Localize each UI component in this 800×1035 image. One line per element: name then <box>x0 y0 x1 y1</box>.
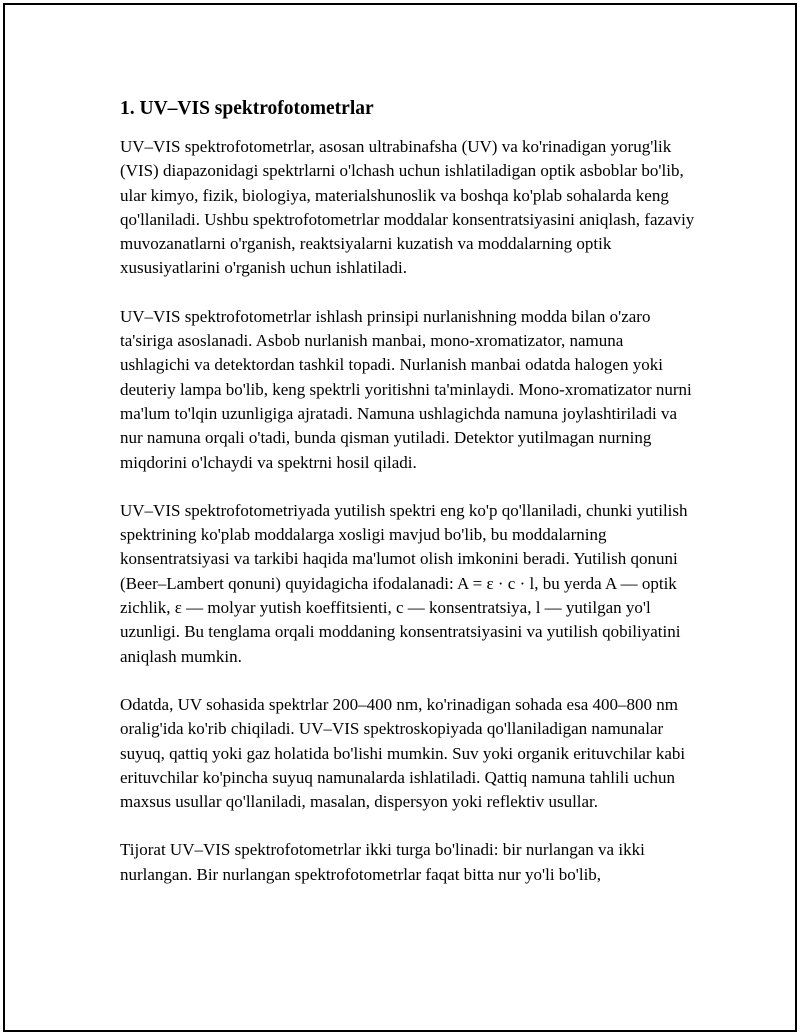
document-body <box>120 97 695 911</box>
paragraph-instrument-types: Tijorat UV–VIS spektrofotometrlar ikki turga bo'linadi: bir nurlangan va ikki nurlangan. Bir nurlangan spektrofotometrlar faqat bitta nur yo'li bo'lib, <box>120 840 645 884</box>
paragraph-spectral-ranges: Odatda, UV sohasida spektrlar 200–400 nm, ko'rinadigan sohada esa 400–800 nm oralig'ida ko'rib chiqiladi. UV–VIS spektroskopiyada qo'llaniladigan namunalar suyuq, qattiq yoki gaz holatida bo'lishi mumkin. Suv yoki organik erituvchilar kabi erituvchilar ko'pincha suyuq namunalarda ishlatiladi. Qattiq namuna tahlili uchun maxsus usullar qo'llaniladi, masalan, dispersyon yoki reflektiv usullar. <box>120 694 686 812</box>
paragraph-absorption-law: UV–VIS spektrofotometriyada yutilish spektri eng ko'p qo'llaniladi, chunki yutilish spektrining ko'plab moddalarga xosligi mavjud bo'lib, bu moddalarning konsentratsiyasi va tarkibi haqida ma'lumot olish imkonini beradi. Yutilish qonuni (Beer–Lambert qonuni) quyidagicha ifodalanadi: A = ε · c · l, bu yerda A — optik zichlik, ε — molyar yutish koeffitsienti, c — konsentratsiya, l — yutilgan yo'l uzunligi. Bu tenglama orqali moddaning konsentratsiyasini va yutilish qobiliyatini aniqlash mumkin. <box>120 500 688 666</box>
paragraph-intro: UV–VIS spektrofotometrlar, asosan ultrabinafsha (UV) va ko'rinadigan yorug'lik (VIS) diapazonidagi spektrlarni o'lchash uchun ishlatiladigan optik asboblar bo'lib, ular kimyo, fizik, biologiya, materialshunoslik va boshqa ko'plab sohalarda keng qo'llaniladi. Ushbu spektrofotometrlar moddalar konsentratsiyasini aniqlash, fazaviy muvozanatlarni o'rganish, reaktsiyalarni kuzatish va moddalarning optik xususiyatlarini o'rganish uchun ishlatiladi. <box>120 137 695 278</box>
section-heading: 1. UV–VIS spektrofotometrlar <box>120 98 374 119</box>
document-page <box>3 3 797 1032</box>
paragraph-working-principle: UV–VIS spektrofotometrlar ishlash prinsipi nurlanishning modda bilan o'zaro ta'siriga asoslanadi. Asbob nurlanish manbai, mono-xromatizator, namuna ushlagichi va detektordan tashkil topadi. Nurlanish manbai odatda halogen yoki deuteriy lampa bo'lib, keng spektrli yoritishni ta'minlaydi. Mono-xromatizator nurni ma'lum to'lqin uzunligiga ajratadi. Namuna ushlagichda namuna joylashtiriladi va nur namuna orqali o'tadi, bunda qisman yutiladi. Detektor yutilmagan nurning miqdorini o'lchaydi va spektrni hosil qiladi. <box>120 306 692 472</box>
